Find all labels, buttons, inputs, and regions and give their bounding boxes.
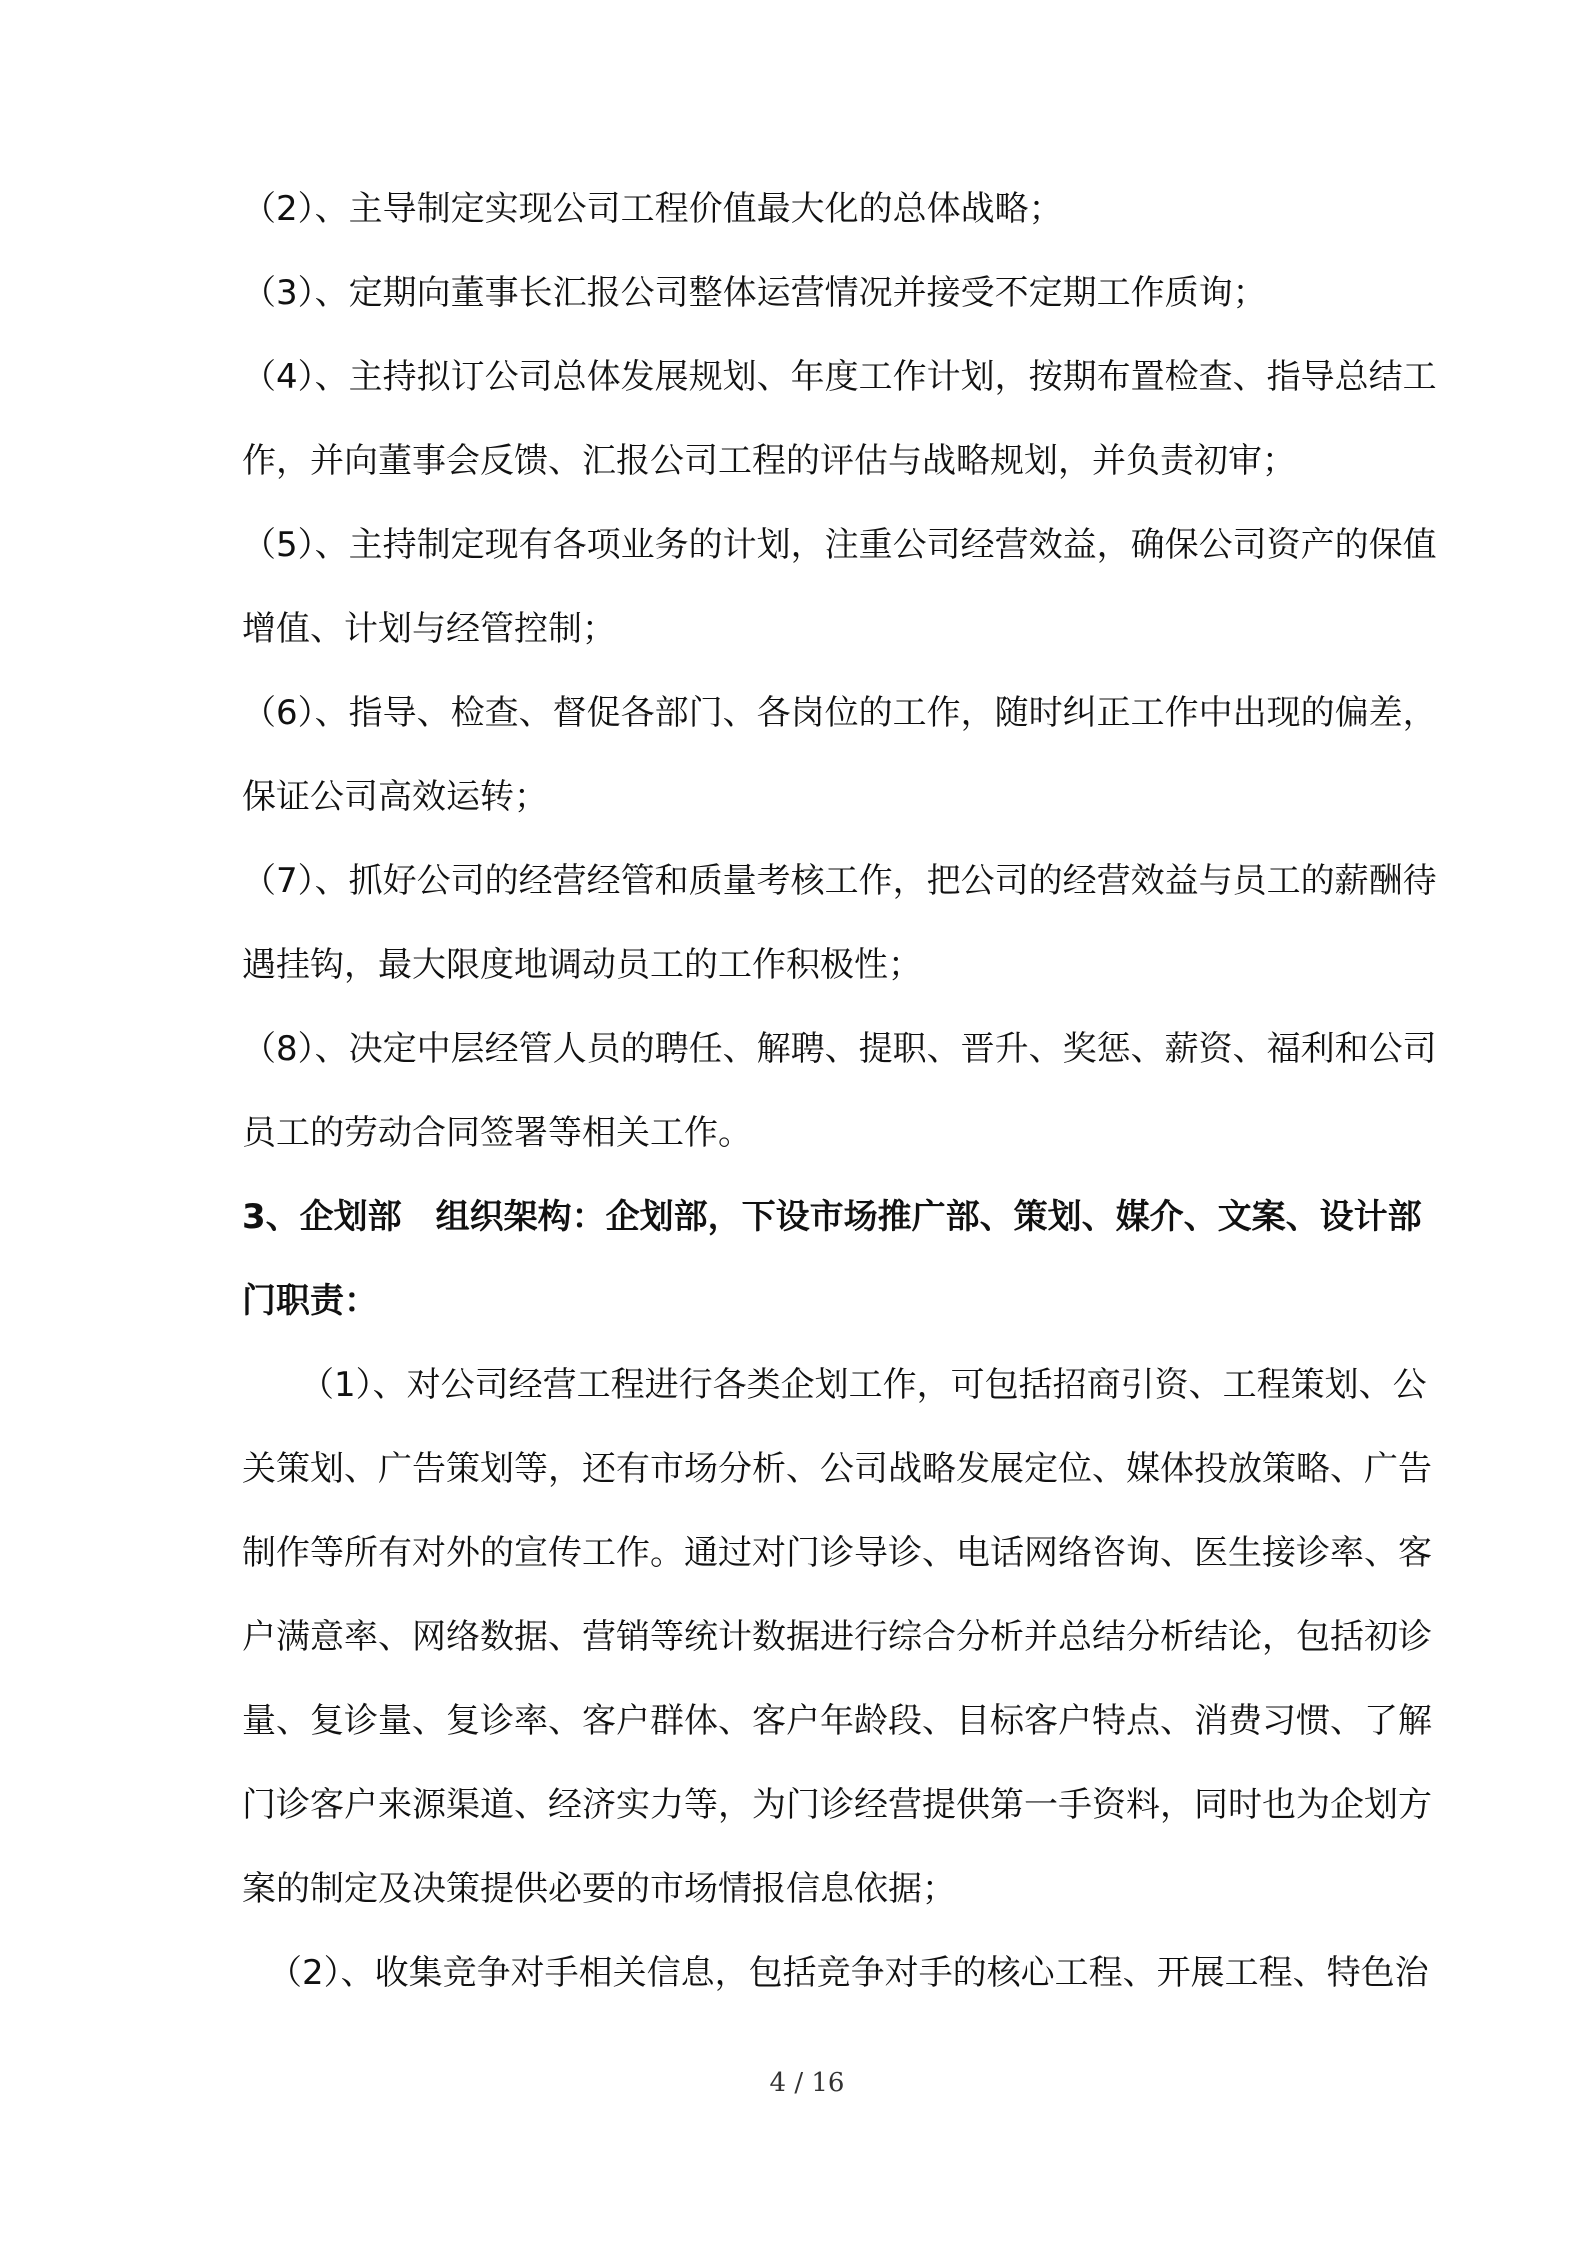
paragraph-line: （5）、主持制定现有各项业务的计划，注重公司经营效益，确保公司资产的保值 (242, 525, 1437, 565)
section-heading: 门职责： (242, 1281, 378, 1321)
paragraph-line: （6）、指导、检查、督促各部门、各岗位的工作，随时纠正工作中出现的偏差， (242, 693, 1437, 733)
paragraph-line: 量、复诊量、复诊率、客户群体、客户年龄段、目标客户特点、消费习惯、了解 (242, 1701, 1432, 1741)
paragraph-line: 保证公司高效运转； (242, 777, 548, 817)
paragraph-line: （1）、对公司经营工程进行各类企划工作，可包括招商引资、工程策划、公 (300, 1365, 1427, 1405)
paragraph-line: （2）、收集竞争对手相关信息，包括竞争对手的核心工程、开展工程、特色治 (268, 1953, 1429, 1993)
page-number: 4 / 16 (769, 2068, 845, 2098)
paragraph-line: 作，并向董事会反馈、汇报公司工程的评估与战略规划，并负责初审； (242, 441, 1296, 481)
paragraph-line: （4）、主持拟订公司总体发展规划、年度工作计划，按期布置检查、指导总结工 (242, 357, 1437, 397)
paragraph-line: 户满意率、网络数据、营销等统计数据进行综合分析并总结分析结论，包括初诊 (242, 1617, 1432, 1657)
paragraph-line: 关策划、广告策划等，还有市场分析、公司战略发展定位、媒体投放策略、广告 (242, 1449, 1432, 1489)
paragraph-line: 门诊客户来源渠道、经济实力等，为门诊经营提供第一手资料，同时也为企划方 (242, 1785, 1432, 1825)
paragraph-line: 增值、计划与经管控制； (242, 609, 616, 649)
paragraph-line: 员工的劳动合同签署等相关工作。 (242, 1113, 752, 1153)
paragraph-line: （3）、定期向董事长汇报公司整体运营情况并接受不定期工作质询； (242, 273, 1267, 313)
paragraph-line: 遇挂钩，最大限度地调动员工的工作积极性； (242, 945, 922, 985)
paragraph-line: 制作等所有对外的宣传工作。通过对门诊导诊、电话网络咨询、医生接诊率、客 (242, 1533, 1432, 1573)
paragraph-line: 案的制定及决策提供必要的市场情报信息依据； (242, 1869, 956, 1909)
paragraph-line: （8）、决定中层经管人员的聘任、解聘、提职、晋升、奖惩、薪资、福利和公司 (242, 1029, 1437, 1069)
paragraph-line: （2）、主导制定实现公司工程价值最大化的总体战略； (242, 189, 1063, 229)
paragraph-line: （7）、抓好公司的经营经管和质量考核工作，把公司的经营效益与员工的薪酬待 (242, 861, 1437, 901)
section-heading: 3、企划部 组织架构：企划部，下设市场推广部、策划、媒介、文案、设计部 (242, 1197, 1422, 1237)
